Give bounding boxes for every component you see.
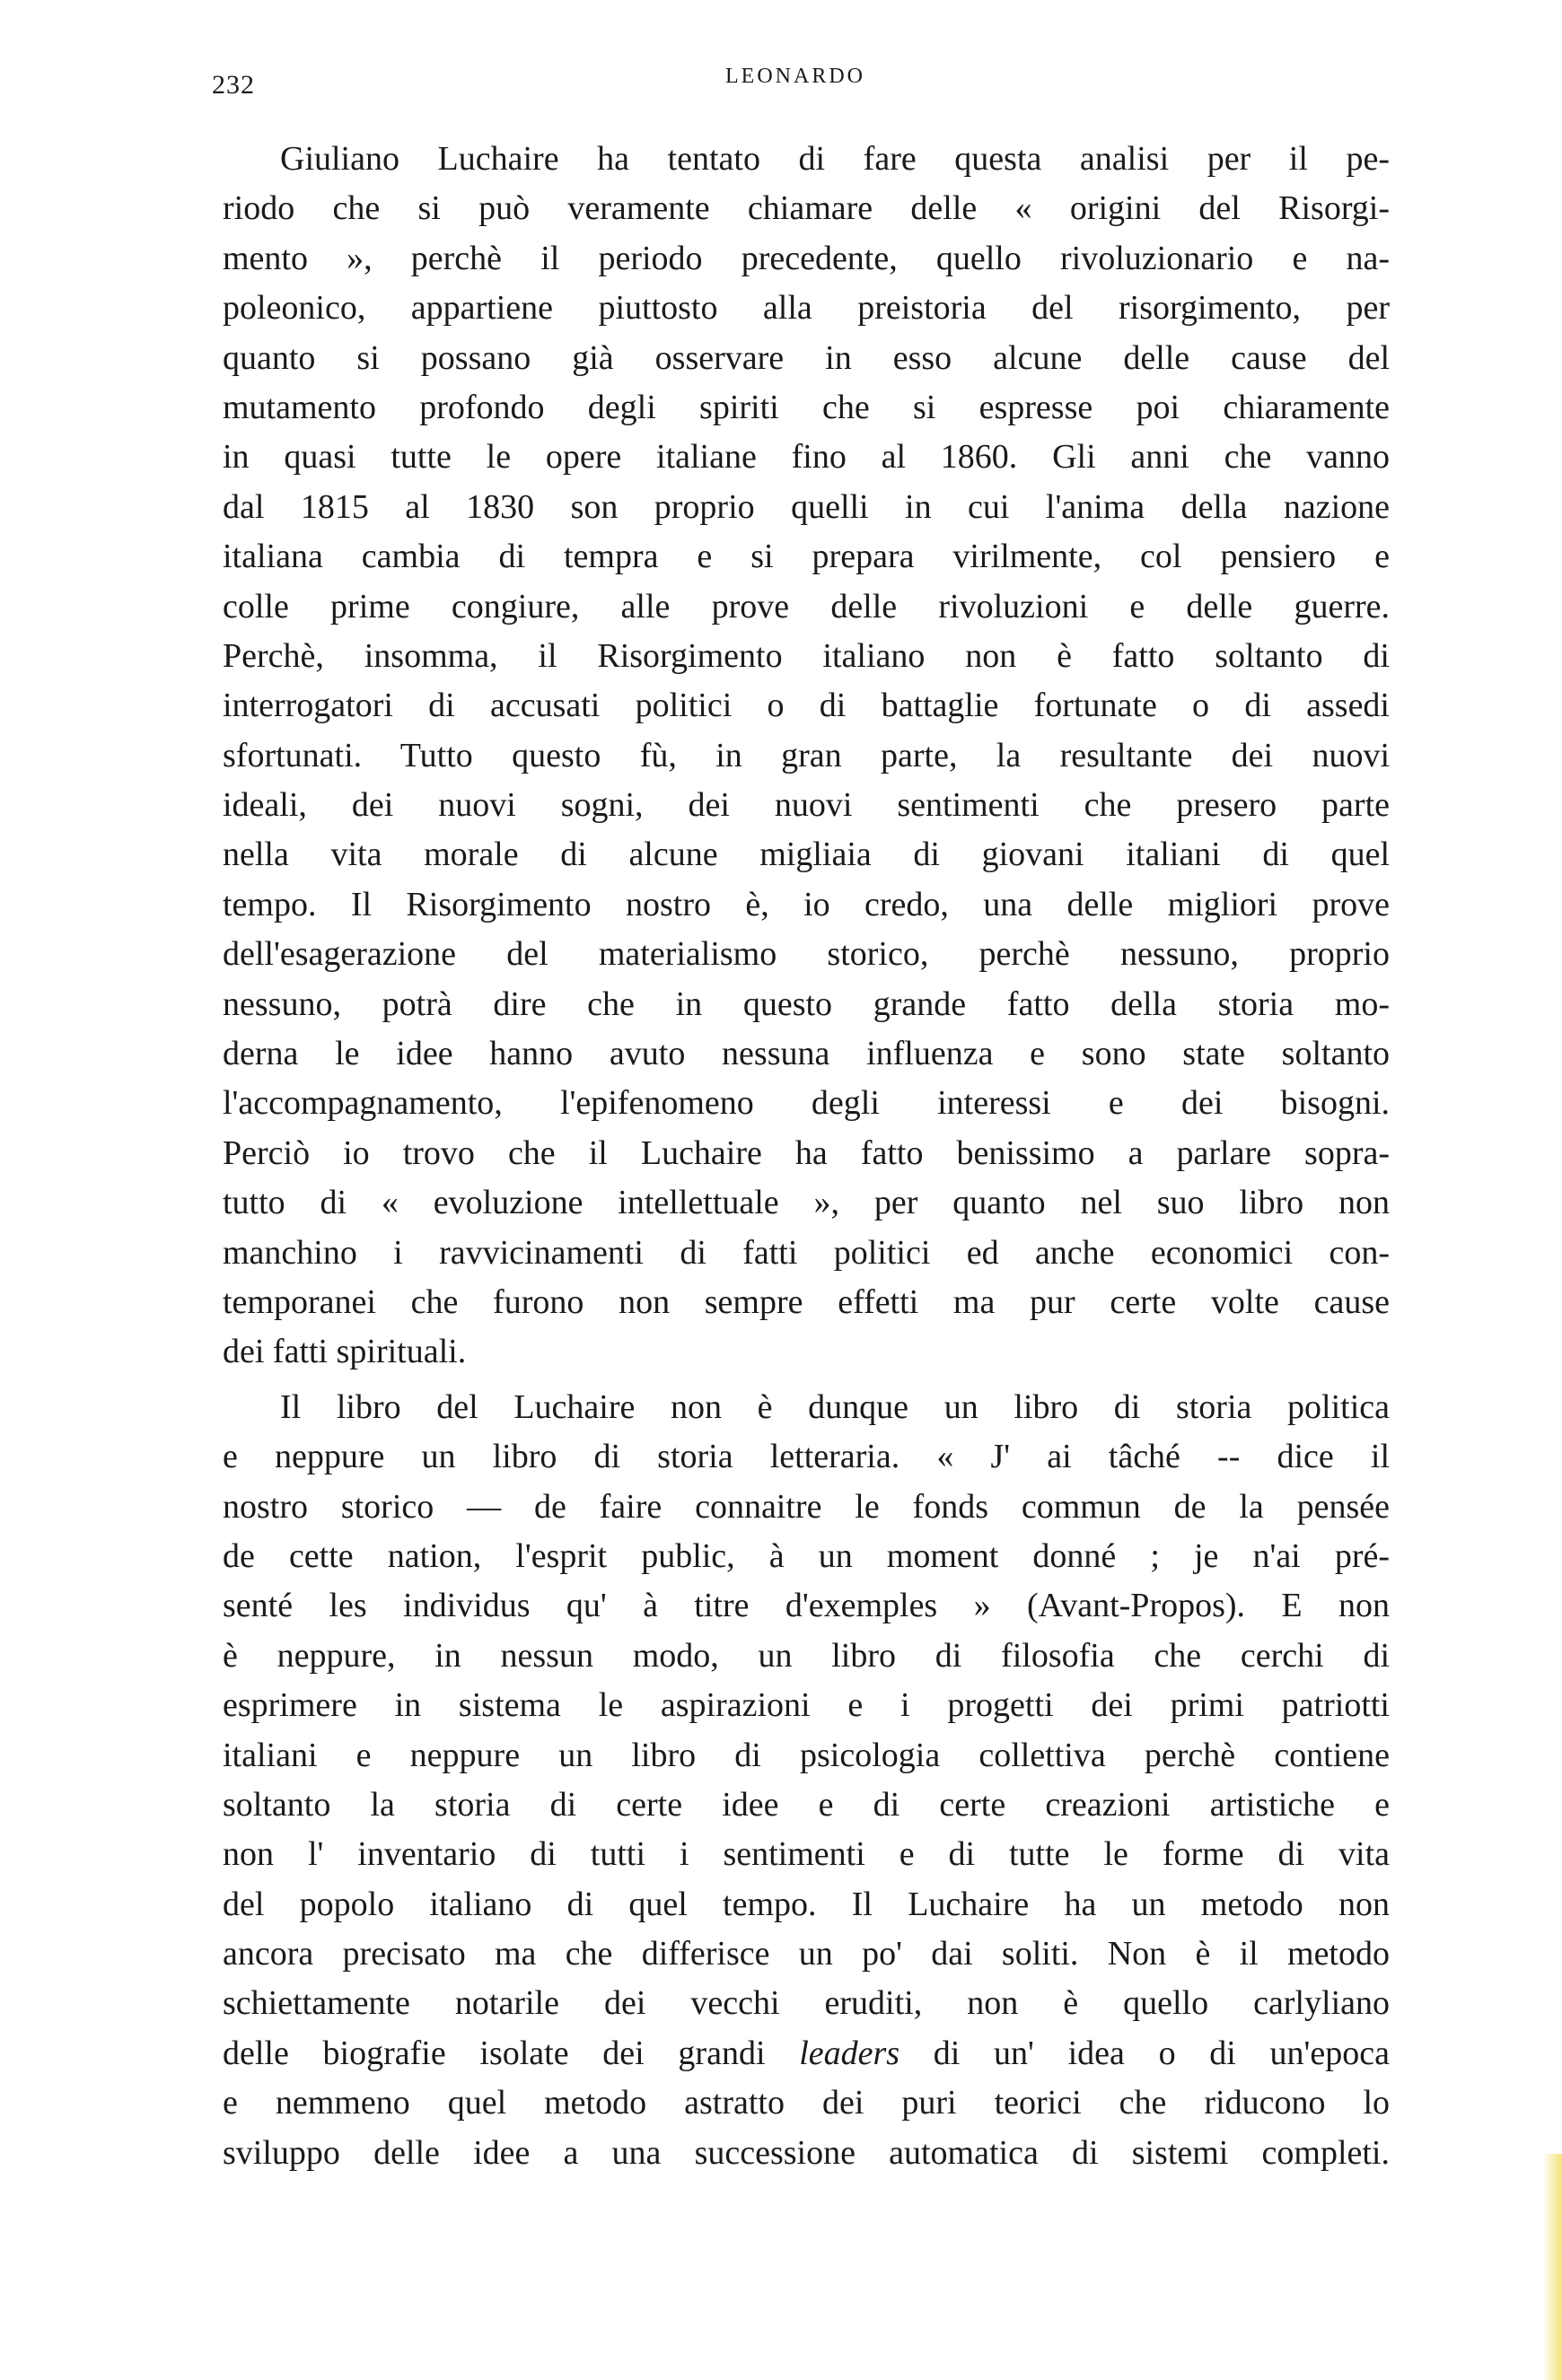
text-line: ideali, dei nuovi sogni, dei nuovi sentimenti che presero parte [223, 786, 1390, 825]
text-line: riodo che si può veramente chiamare delle « origini del Risorgi- [223, 189, 1390, 228]
text-line: quanto si possano già osservare in esso alcune delle cause del [223, 338, 1390, 377]
text-line: non l' inventario di tutti i sentimenti e di tutte le forme di vita [223, 1835, 1390, 1874]
text-line: derna le idee hanno avuto nessuna influenza e sono state soltanto [223, 1035, 1390, 1073]
text-line: mento », perchè il periodo precedente, quello rivoluzionario e na- [223, 239, 1390, 277]
text-line: colle prime congiure, alle prove delle rivoluzioni e delle guerre. [223, 587, 1390, 626]
paragraph-2 [223, 1383, 1390, 2178]
text-line: nella vita morale di alcune migliaia di giovani italiani di quel [223, 836, 1390, 874]
text-line: l'accompagnamento, l'epifenomeno degli interessi e dei bisogni. [223, 1084, 1390, 1123]
text-line: mutamento profondo degli spiriti che si espresse poi chiaramente [223, 388, 1390, 426]
text-line: Giuliano Luchaire ha tentato di fare questa analisi per il pe- [280, 140, 1390, 178]
running-head: LEONARDO [725, 65, 865, 88]
text-line: de cette nation, l'esprit public, à un moment donné ; je n'ai pré- [223, 1536, 1390, 1575]
text-line: nessuno, potrà dire che in questo grande fatto della storia mo- [223, 984, 1390, 1023]
text-line: temporanei che furono non sempre effetti ma pur certe volte cause [223, 1282, 1390, 1321]
text-line: dell'esagerazione del materialismo storico, perchè nessuno, proprio [223, 935, 1390, 974]
text-line: esprimere in sistema le aspirazioni e i progetti dei primi patriotti [223, 1686, 1390, 1725]
text-line: sfortunati. Tutto questo fù, in gran parte, la resultante dei nuovi [223, 736, 1390, 774]
text-line: Il libro del Luchaire non è dunque un libro di storia politica [280, 1387, 1390, 1426]
text-line: interrogatori di accusati politici o di battaglie fortunate o di assedi [223, 687, 1390, 725]
text-line: ancora precisato ma che differisce un po' dai soliti. Non è il metodo [223, 1935, 1390, 1973]
text-line: italiana cambia di tempra e si prepara virilmente, col pensiero e [223, 538, 1390, 576]
text-line: italiani e neppure un libro di psicologia collettiva perchè contiene [223, 1736, 1390, 1774]
text-line: del popolo italiano di quel tempo. Il Luchaire ha un metodo non [223, 1885, 1390, 1923]
text-line: dei fatti spirituali. [223, 1333, 467, 1371]
text-line: manchino i ravvicinamenti di fatti politici ed anche economici con- [223, 1233, 1390, 1272]
text-line: in quasi tutte le opere italiane fino al 1860. Gli anni che vanno [223, 438, 1390, 477]
body-text [223, 135, 1390, 2178]
page-edge-stain [1542, 2154, 1562, 2380]
paragraph-1 [223, 135, 1390, 1378]
text-line: schiettamente notarile dei vecchi eruditi, non è quello carlyliano [223, 1984, 1390, 2023]
text-line: e nemmeno quel metodo astratto dei puri teorici che riducono lo [223, 2084, 1390, 2122]
italic-word: leaders [799, 2034, 900, 2072]
text-line: e neppure un libro di storia letteraria. « J' ai tâché -- dice il [223, 1438, 1390, 1476]
text-line: senté les individus qu' à titre d'exemples » (Avant-Propos). E non [223, 1587, 1390, 1625]
text-line-with-italic: delle biografie isolate dei grandi leaders di un' idea o di un'epoca [223, 2034, 1390, 2072]
text-line: Perciò io trovo che il Luchaire ha fatto benissimo a parlare sopra- [223, 1133, 1390, 1172]
page-number: 232 [212, 70, 255, 100]
text-line: è neppure, in nessun modo, un libro di filosofia che cerchi di [223, 1636, 1390, 1675]
text-line: dal 1815 al 1830 son proprio quelli in cui l'anima della nazione [223, 487, 1390, 526]
text-line: soltanto la storia di certe idee e di certe creazioni artistiche e [223, 1785, 1390, 1824]
text-line: tutto di « evoluzione intellettuale », per quanto nel suo libro non [223, 1184, 1390, 1222]
text-line: nostro storico — de faire connaitre le fonds commun de la pensée [223, 1487, 1390, 1526]
text-line: poleonico, appartiene piuttosto alla preistoria del risorgimento, per [223, 289, 1390, 328]
text-line: sviluppo delle idee a una successione automatica di sistemi completi. [223, 2133, 1390, 2172]
text-line: Perchè, insomma, il Risorgimento italiano non è fatto soltanto di [223, 636, 1390, 675]
text-line: tempo. Il Risorgimento nostro è, io credo, una delle migliori prove [223, 885, 1390, 923]
page-header [212, 65, 1379, 109]
